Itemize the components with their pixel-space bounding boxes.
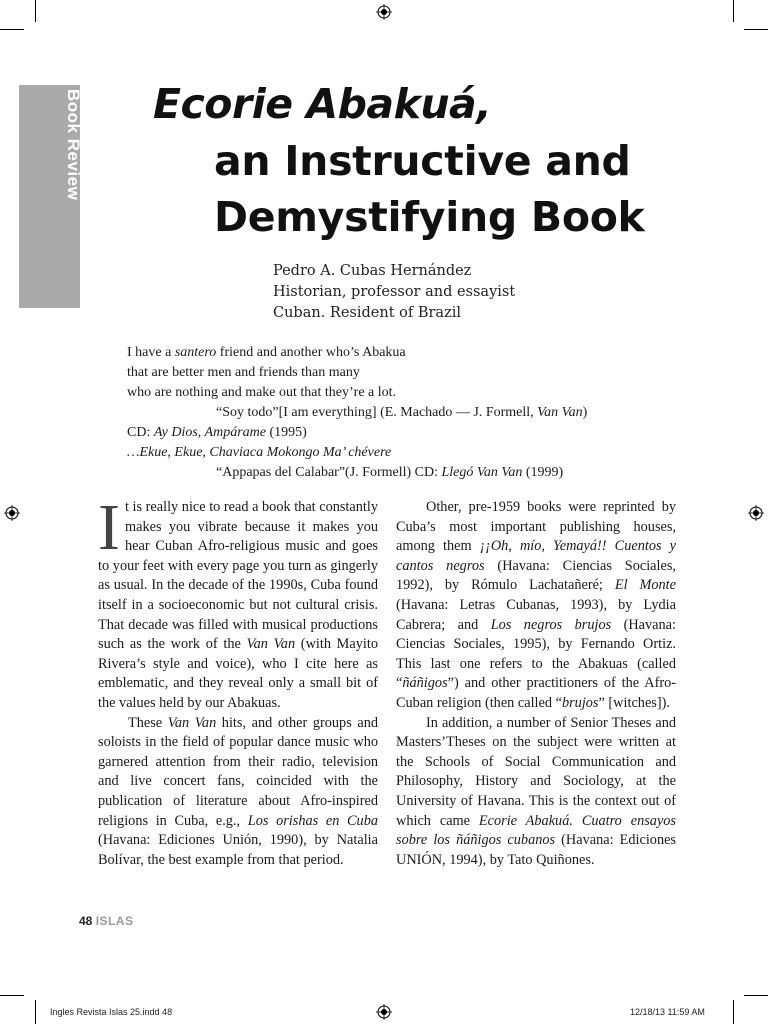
body-column-left <box>98 491 378 870</box>
paragraph: Other, pre-1959 books were reprinted by Cuba’s most important publishing houses, among them ¡¡Oh, mío, Yemayá!! Cuentos y cantos negros (Havana: Ciencias Sociales, 1992), by Rómulo Lachatañeré; El Monte (Havana: Letras Cubanas, 1993), by Lydia Cabrera; and Los negros brujos (Havana: Ciencias Sociales, 1995), by Fernando Ortiz. This last one refers to the Abakuas (called “ñáñigos”) and other practitioners of the Afro-Cuban religion (then called “brujos” [witches]). <box>396 499 677 711</box>
article-title-line-3: Demystifying Book <box>214 193 645 241</box>
epigraph-line: who are nothing and make out that they’re a lot. <box>127 385 397 400</box>
author-role: Historian, professor and essayist <box>273 284 516 300</box>
registration-mark-icon <box>376 1004 392 1020</box>
epigraph-line: …Ekue, Ekue, Chaviaca Mokongo Ma’ chévere <box>127 445 392 460</box>
epigraph <box>127 343 627 483</box>
epigraph-citation: “Soy todo”[I am everything] (E. Machado — J. Formell, Van Van) <box>216 405 588 420</box>
author-location: Cuban. Resident of Brazil <box>273 305 461 321</box>
page-footer <box>79 914 134 928</box>
crop-mark-top-right-v <box>733 0 734 22</box>
article-title-line-2: an Instructive and <box>214 137 631 185</box>
epigraph-line: CD: Ay Dios, Ampárame (1995) <box>127 425 307 440</box>
author-name: Pedro A. Cubas Hernández <box>273 263 472 279</box>
crop-mark-bottom-left-v <box>35 1000 36 1024</box>
crop-mark-top-right-h <box>744 29 768 30</box>
magazine-name: ISLAS <box>95 914 134 928</box>
author-block <box>273 261 515 324</box>
paragraph: In addition, a number of Senior Theses and Masters’Theses on the subject were written at the Schools of Social Communication and Philosophy, History and Sociology, at the University of Havana. This is the context out of which came Ecorie Abakuá. Cuatro ensayos sobre los ñáñigos cubanos (Havana: Ediciones UNIÓN, 1994), by Tato Quiñones. <box>396 714 676 868</box>
paragraph: These Van Van hits, and other groups and soloists in the field of popular dance music who garnered attention from their radio, television and live concert fans, coincided with the publication of literature about Afro-inspired religions in Cuba, e.g., Los orishas en Cuba (Havana: Ediciones Unión, 1990), by Natalia Bolívar, the best example from that period. <box>98 714 378 868</box>
drop-cap: I <box>98 491 120 564</box>
registration-mark-icon <box>4 505 20 521</box>
print-slug-file: Ingles Revista Islas 25.indd 48 <box>50 1007 173 1017</box>
epigraph-citation: “Appapas del Calabar”(J. Formell) CD: Llegó Van Van (1999) <box>216 465 564 480</box>
article-title-line-1: Ecorie Abakuá, <box>153 80 492 128</box>
registration-mark-icon <box>748 505 764 521</box>
registration-mark-icon <box>376 4 392 20</box>
epigraph-line: that are better men and friends than many <box>127 365 360 380</box>
section-tab-label: Book Review <box>64 89 83 201</box>
epigraph-line: I have a santero friend and another who’s Abakua <box>127 345 406 360</box>
print-slug-date: 12/18/13 11:59 AM <box>630 1007 705 1017</box>
crop-mark-top-left-v <box>35 0 36 22</box>
body-column-right <box>396 498 676 870</box>
crop-mark-bottom-right-h <box>744 995 768 996</box>
paragraph: It is really nice to read a book that constantly makes you vibrate because it makes you hear Cuban Afro-religious music and goes to your feet with every page you turn as gingerly as usual. In the decade of the 1990s, Cuba found itself in a socioeconomic but not cultural crisis. That decade was filled with musical productions such as the work of the Van Van (with Mayito Rivera’s style and voice), who I cite here as emblematic, and they reveal only a small bit of the values held by our Abakuas. <box>98 491 378 711</box>
crop-mark-bottom-right-v <box>733 1000 734 1024</box>
crop-mark-top-left-h <box>0 29 24 30</box>
section-tab <box>19 85 83 308</box>
crop-mark-bottom-left-h <box>0 995 24 996</box>
page-number: 48 <box>79 914 93 928</box>
